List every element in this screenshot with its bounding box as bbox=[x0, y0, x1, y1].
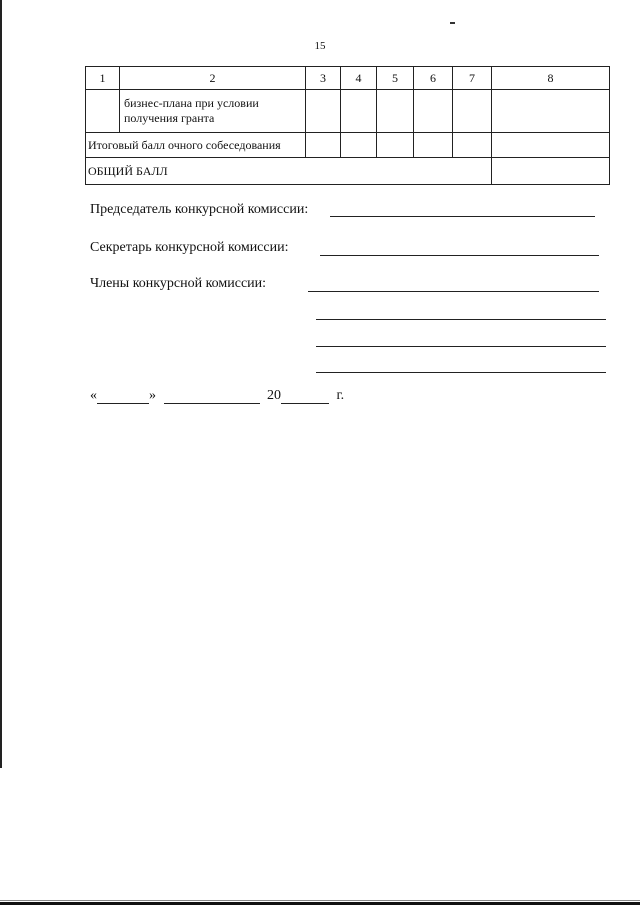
date-close-quote: » bbox=[149, 388, 156, 403]
chairman-signature-line[interactable] bbox=[330, 216, 595, 217]
column-header: 3 bbox=[306, 67, 341, 90]
member-signature-line[interactable] bbox=[316, 346, 606, 347]
month-blank[interactable] bbox=[164, 389, 260, 404]
table-cell bbox=[377, 133, 414, 158]
table-cell bbox=[453, 90, 492, 133]
table-cell bbox=[306, 133, 341, 158]
row-label: Итоговый балл очного собеседования bbox=[88, 137, 281, 152]
row-label: бизнес-плана при условии получения гранта bbox=[124, 96, 259, 125]
table-cell bbox=[492, 90, 610, 133]
table-row bbox=[86, 133, 610, 158]
table-cell bbox=[120, 90, 306, 133]
column-header: 5 bbox=[377, 67, 414, 90]
scan-speck bbox=[450, 22, 455, 24]
table-row bbox=[86, 90, 610, 133]
secretary-signature-line[interactable] bbox=[320, 255, 599, 256]
member-signature-line[interactable] bbox=[316, 372, 606, 373]
column-header: 4 bbox=[341, 67, 377, 90]
table-cell bbox=[86, 158, 492, 185]
chairman-label: Председатель конкурсной комиссии: bbox=[90, 202, 309, 217]
table-cell bbox=[341, 133, 377, 158]
secretary-label: Секретарь конкурсной комиссии: bbox=[90, 240, 289, 255]
scan-left-edge bbox=[0, 0, 2, 768]
table-cell bbox=[453, 133, 492, 158]
table-header-row bbox=[86, 67, 610, 90]
evaluation-table bbox=[85, 66, 610, 185]
table-cell bbox=[377, 90, 414, 133]
table-cell bbox=[492, 158, 610, 185]
date-line bbox=[90, 388, 344, 404]
table-cell bbox=[86, 133, 306, 158]
column-header: 7 bbox=[453, 67, 492, 90]
column-header: 6 bbox=[414, 67, 453, 90]
date-open-quote: « bbox=[90, 388, 97, 403]
row-label: ОБЩИЙ БАЛЛ bbox=[88, 163, 168, 178]
member-signature-line[interactable] bbox=[308, 291, 599, 292]
member-signature-line[interactable] bbox=[316, 319, 606, 320]
members-label: Члены конкурсной комиссии: bbox=[90, 276, 267, 291]
column-header: 1 bbox=[86, 67, 120, 90]
column-header: 2 bbox=[120, 67, 306, 90]
year-prefix: 20 bbox=[267, 388, 281, 403]
day-blank[interactable] bbox=[97, 389, 149, 404]
year-suffix: г. bbox=[336, 388, 345, 403]
table-row bbox=[86, 158, 610, 185]
table-cell bbox=[492, 133, 610, 158]
table-cell bbox=[414, 90, 453, 133]
table-cell bbox=[414, 133, 453, 158]
year-blank[interactable] bbox=[281, 389, 329, 404]
table-cell bbox=[306, 90, 341, 133]
scan-bottom-edge-line bbox=[0, 900, 640, 901]
table-cell bbox=[341, 90, 377, 133]
column-header: 8 bbox=[492, 67, 610, 90]
page-number: 15 bbox=[314, 40, 326, 52]
table-cell bbox=[86, 90, 120, 133]
